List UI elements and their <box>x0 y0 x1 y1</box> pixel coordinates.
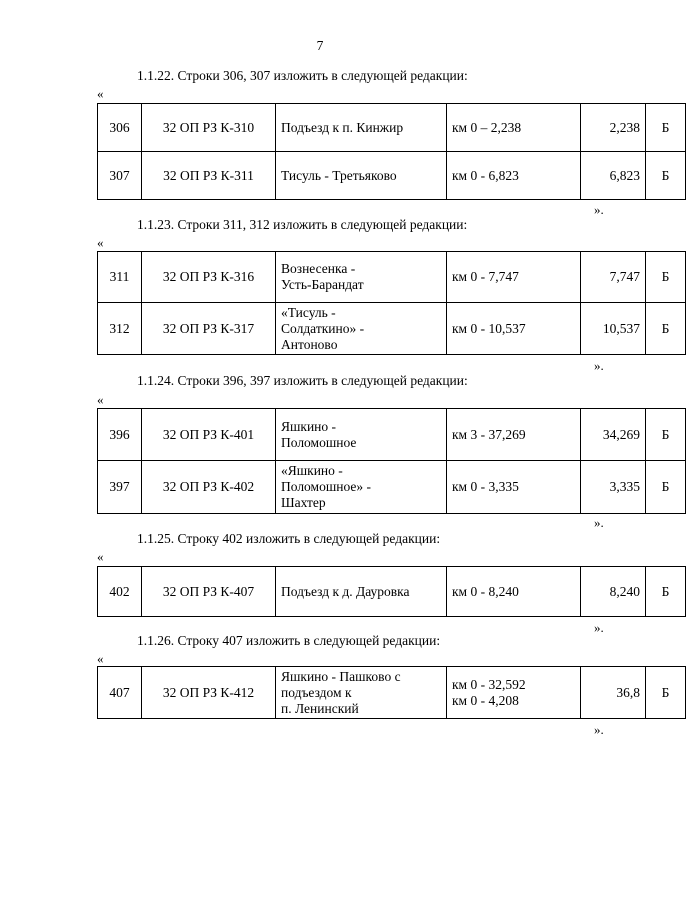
row-number: 407 <box>98 667 142 719</box>
section-heading: 1.1.23. Строки 311, 312 изложить в следующей редакции: <box>137 217 468 232</box>
road-name-line: Поломошное <box>281 434 357 450</box>
road-length: 7,747 <box>581 252 646 303</box>
km-range-line: км 0 - 7,747 <box>452 269 519 284</box>
road-name-line: Яшкино - Пашково с <box>281 668 401 684</box>
road-category: Б <box>646 409 686 461</box>
table-row <box>98 567 686 617</box>
road-category: Б <box>646 104 686 152</box>
road-name-line: п. Ленинский <box>281 700 359 716</box>
road-category: Б <box>646 567 686 617</box>
road-name <box>276 152 447 200</box>
road-length: 8,240 <box>581 567 646 617</box>
road-name <box>276 303 447 355</box>
road-name-line: Усть-Барандат <box>281 277 364 292</box>
road-name <box>276 461 447 514</box>
section-heading: 1.1.25. Строку 402 изложить в следующей редакции: <box>137 531 441 546</box>
road-code: 32 ОП РЗ К-310 <box>142 104 276 152</box>
km-range <box>447 252 581 303</box>
road-length: 3,335 <box>581 461 646 514</box>
opening-quote: « <box>97 235 104 250</box>
closing-quote: ». <box>594 358 604 373</box>
road-name-line: Вознесенка - <box>281 261 356 276</box>
road-name-line: подъездом к <box>281 684 352 700</box>
road-table <box>97 666 686 719</box>
opening-quote: « <box>97 651 104 666</box>
page-number: 7 <box>316 38 324 53</box>
road-name <box>276 409 447 461</box>
row-number: 311 <box>98 252 142 303</box>
table-row <box>98 409 686 461</box>
km-range <box>447 567 581 617</box>
road-category: Б <box>646 461 686 514</box>
road-length: 36,8 <box>581 667 646 719</box>
row-number: 402 <box>98 567 142 617</box>
road-name-line: Поломошное» - <box>281 479 371 494</box>
km-range-line: км 0 - 3,335 <box>452 479 519 494</box>
road-table <box>97 408 686 514</box>
table-row <box>98 667 686 719</box>
km-range <box>447 667 581 719</box>
road-category: Б <box>646 252 686 303</box>
closing-quote: ». <box>594 722 604 737</box>
road-length: 34,269 <box>581 409 646 461</box>
road-name-line: Антоново <box>281 336 338 352</box>
road-name-line: Подъезд к д. Дауровка <box>281 583 410 599</box>
road-length: 10,537 <box>581 303 646 355</box>
road-length: 2,238 <box>581 104 646 152</box>
closing-quote: ». <box>594 620 604 635</box>
opening-quote: « <box>97 549 104 564</box>
road-name <box>276 567 447 617</box>
table-row <box>98 303 686 355</box>
table-row <box>98 104 686 152</box>
road-name <box>276 252 447 303</box>
road-length: 6,823 <box>581 152 646 200</box>
row-number: 397 <box>98 461 142 514</box>
opening-quote: « <box>97 392 104 407</box>
road-name-line: Шахтер <box>281 495 326 510</box>
road-code: 32 ОП РЗ К-412 <box>142 667 276 719</box>
road-code: 32 ОП РЗ К-311 <box>142 152 276 200</box>
road-name-line: Солдаткино» - <box>281 320 365 336</box>
road-category: Б <box>646 152 686 200</box>
road-code: 32 ОП РЗ К-402 <box>142 461 276 514</box>
opening-quote: « <box>97 86 104 101</box>
section-heading: 1.1.22. Строки 306, 307 изложить в следующей редакции: <box>137 68 468 83</box>
row-number: 306 <box>98 104 142 152</box>
road-table <box>97 103 686 200</box>
closing-quote: ». <box>594 515 604 530</box>
km-range-line: км 3 - 37,269 <box>452 426 526 442</box>
road-code: 32 ОП РЗ К-316 <box>142 252 276 303</box>
km-range-line: км 0 - 4,208 <box>452 692 519 708</box>
km-range <box>447 461 581 514</box>
section-heading: 1.1.26. Строку 407 изложить в следующей редакции: <box>137 633 441 648</box>
closing-quote: ». <box>594 202 604 217</box>
road-name <box>276 667 447 719</box>
km-range <box>447 303 581 355</box>
road-code: 32 ОП РЗ К-407 <box>142 567 276 617</box>
road-category: Б <box>646 303 686 355</box>
road-name-line: Тисуль - Третьяково <box>281 167 397 183</box>
km-range <box>447 104 581 152</box>
road-table <box>97 566 686 617</box>
km-range-line: км 0 - 8,240 <box>452 583 519 599</box>
road-table <box>97 251 686 355</box>
km-range-line: км 0 – 2,238 <box>452 119 522 135</box>
row-number: 312 <box>98 303 142 355</box>
road-name-line: Подъезд к п. Кинжир <box>281 119 404 135</box>
table-row <box>98 461 686 514</box>
road-code: 32 ОП РЗ К-401 <box>142 409 276 461</box>
row-number: 396 <box>98 409 142 461</box>
km-range-line: км 0 - 32,592 <box>452 676 526 692</box>
road-name-line: «Яшкино - <box>281 463 343 478</box>
row-number: 307 <box>98 152 142 200</box>
km-range <box>447 409 581 461</box>
road-name-line: Яшкино - <box>281 418 337 434</box>
km-range-line: км 0 - 10,537 <box>452 320 526 336</box>
section-heading: 1.1.24. Строки 396, 397 изложить в следующей редакции: <box>137 373 468 388</box>
road-name-line: «Тисуль - <box>281 304 336 320</box>
road-category: Б <box>646 667 686 719</box>
road-code: 32 ОП РЗ К-317 <box>142 303 276 355</box>
table-row <box>98 252 686 303</box>
road-name <box>276 104 447 152</box>
table-row <box>98 152 686 200</box>
km-range-line: км 0 - 6,823 <box>452 167 519 183</box>
km-range <box>447 152 581 200</box>
